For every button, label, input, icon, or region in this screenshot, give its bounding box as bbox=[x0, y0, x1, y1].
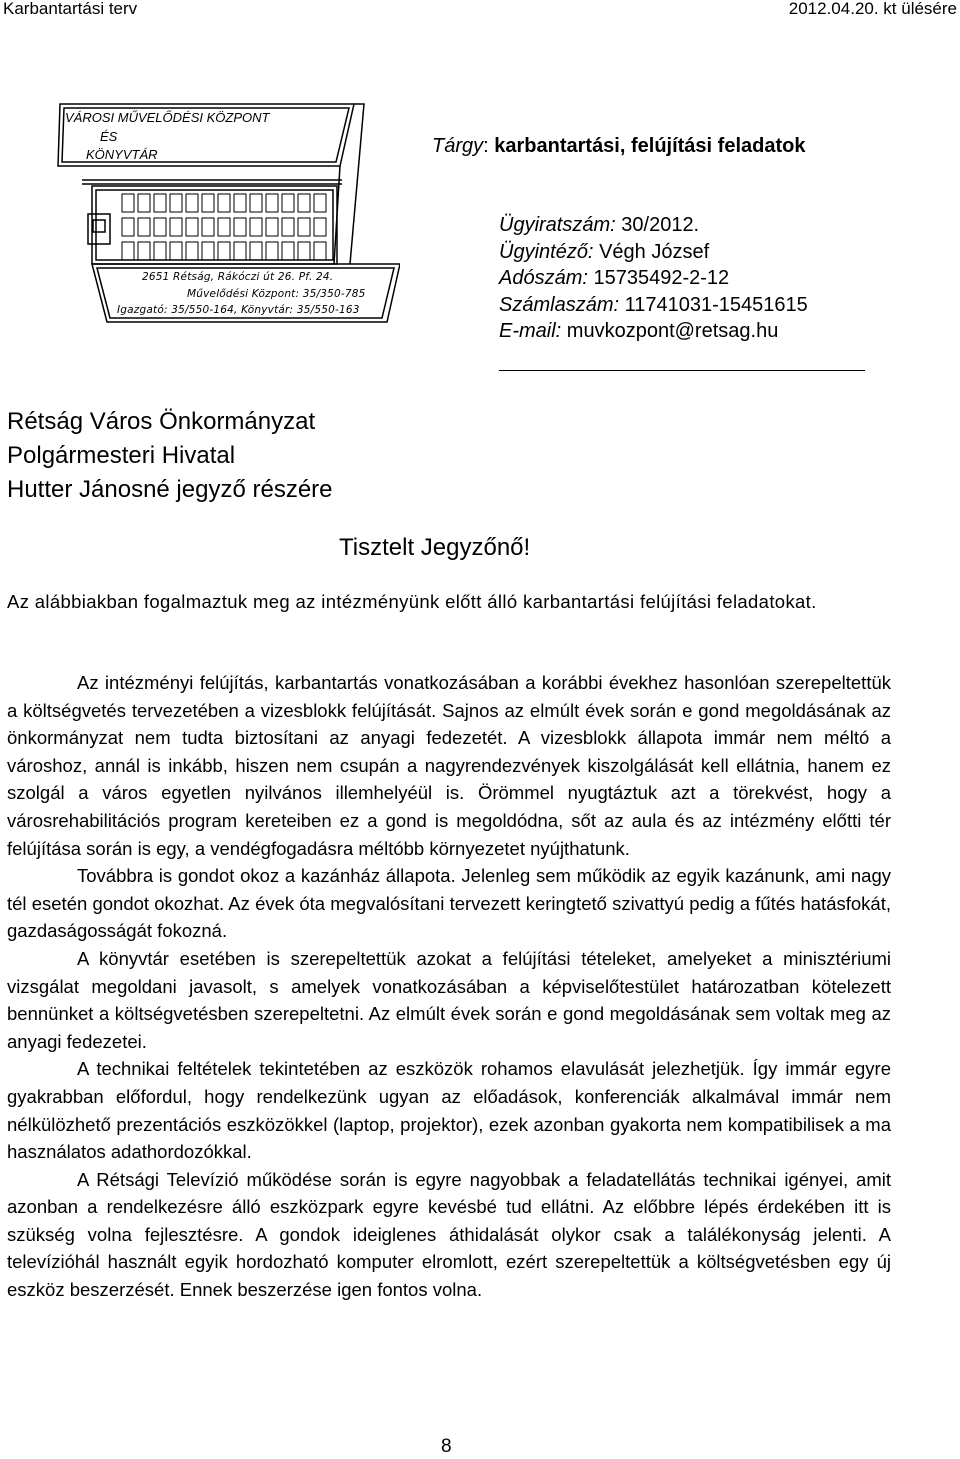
paragraph-boiler-room: Továbbra is gondot okoz a kazánház állapota. Jelenleg sem működik az egyik kazánunk, ami nagy tél esetén gondot okozhat. Az évek óta megvalósítani tervezett keringtető szivattyú pedig a fűtés hatásfokát, gazdaságosságát fokozná. bbox=[7, 865, 891, 942]
intro-paragraph: Az alábbiakban fogalmaztuk meg az intézményünk előtt álló karbantartási felújítási feladatokat. bbox=[7, 591, 817, 612]
logo-library: KÖNYVTÁR bbox=[86, 147, 158, 162]
addressee-office: Polgármesteri Hivatal bbox=[7, 442, 236, 469]
paragraph-television: A Rétsági Televízió működése során is egyre nagyobbak a feladatellátás technikai igényei, amit azonban a rendelkezésre álló eszközpark egyre kevésbé tud ellátni. Az előbbre lépés érdekében itt is szükség volna fejlesztésre. A gondok ideiglenes áthidalását olykor csak a találékonyság jelenti. A televízióhál használt egyik hordozható komputer elromlott, ezért szerepeltettük a költségvetésben egy új eszköz beszerzését. Ennek beszerzése igen fontos volna. bbox=[7, 1168, 891, 1301]
tax-number-value: 15735492-2-12 bbox=[593, 267, 730, 289]
case-number-value: 30/2012. bbox=[621, 214, 700, 236]
paragraph-restroom: Az intézményi felújítás, karbantartás vonatkozásában a korábbi évekhez hasonlóan szerepeltettük a költségvetés tervezetében a vizesblokk felújítását. Sajnos az elmúlt évek során e gond megoldásának az önkormányzat nem tudta biztosítani az anyagi fedezetét. A vizesblokk állapota immár nem méltó a városhoz, annál is inkább, hiszen nem csupán a nagyrendezvények kiszolgálását kell ellátnia, hanem ez szolgál a város egyetlen nyilvános illemhelyéül is. Örömmel nyugtáztuk azt a törekvést, hogy a városrehabilitációs program kereteiben ez a gond is megoldódna, sőt az aula és az intézmény előtti tér felújítása során is egy, a vendégfogadásra méltóbb környezetet nyújthatunk. bbox=[7, 672, 891, 859]
handler-row bbox=[499, 239, 808, 266]
tax-number-label: Adószám: bbox=[499, 267, 588, 289]
case-info-block bbox=[499, 212, 808, 345]
email-label: E-mail: bbox=[499, 320, 562, 342]
logo-address: 2651 Rétság, Rákóczi út 26. Pf. 24. bbox=[142, 271, 334, 283]
handler-label: Ügyintéző: bbox=[499, 240, 594, 263]
account-number-label: Számlaszám: bbox=[499, 293, 620, 316]
addressee-block bbox=[7, 405, 333, 507]
addressee-recipient: Hutter Jánosné jegyző részére bbox=[7, 476, 333, 503]
paragraph-library: A könyvtár esetében is szerepeltettük azokat a felújítási tételeket, amelyeket a minisztériumi vizsgálat megoldani javasolt, s amelyek vonatkozásában a képviselőtestület határozatban kötelezett bennünket a költségvetésben szerepeltetni. Az elmúlt évek során e gond megoldásának sem voltak meg az anyagi fedezetei. bbox=[7, 947, 891, 1052]
account-number-row bbox=[499, 292, 808, 319]
account-number-value: 11741031-15451615 bbox=[624, 293, 808, 316]
logo-institution-name: VÁROSI MŰVELŐDÉSI KÖZPONT bbox=[65, 110, 270, 125]
tax-number-row bbox=[499, 265, 808, 292]
logo-phone-director-library: Igazgató: 35/550-164, Könyvtár: 35/550-163 bbox=[117, 304, 360, 316]
page-header bbox=[0, 0, 960, 18]
header-document-title: Karbantartási terv bbox=[3, 0, 138, 18]
handler-value: Végh József bbox=[599, 240, 710, 263]
email-row bbox=[499, 318, 808, 345]
header-meeting-date: 2012.04.20. kt ülésére bbox=[788, 0, 957, 18]
case-number-label: Ügyiratszám: bbox=[499, 214, 616, 236]
letter-body bbox=[7, 669, 891, 1304]
page-number: 8 bbox=[441, 1436, 452, 1457]
addressee-municipality: Rétság Város Önkormányzat bbox=[7, 408, 316, 435]
subject-line: Tárgy: karbantartási, felújítási feladatok bbox=[432, 135, 806, 157]
case-number-row bbox=[499, 212, 808, 239]
logo-conjunction: ÉS bbox=[100, 129, 118, 144]
divider-line bbox=[499, 370, 865, 371]
salutation: Tisztelt Jegyzőnő! bbox=[339, 534, 531, 561]
institution-logo bbox=[52, 96, 400, 328]
paragraph-technical-equipment: A technikai feltételek tekintetében az eszközök rohamos elavulását jelezhetjük. Így immár egyre gyakrabban előfordul, hogy rendelkezünk ugyan az előadások, konferenciák alkalmával immár nem nélkülözhető prezentációs eszközökkel (laptop, projektor), ezek azonban gyakorta nem kompatibilisek a ma használatos adathordozókkal. bbox=[7, 1058, 891, 1163]
logo-phone-center: Művelődési Központ: 35/350-785 bbox=[187, 288, 366, 300]
subject-label: Tárgy bbox=[432, 135, 484, 157]
email-value: muvkozpont@retsag.hu bbox=[566, 320, 779, 342]
subject-value: karbantartási, felújítási feladatok bbox=[494, 135, 806, 157]
